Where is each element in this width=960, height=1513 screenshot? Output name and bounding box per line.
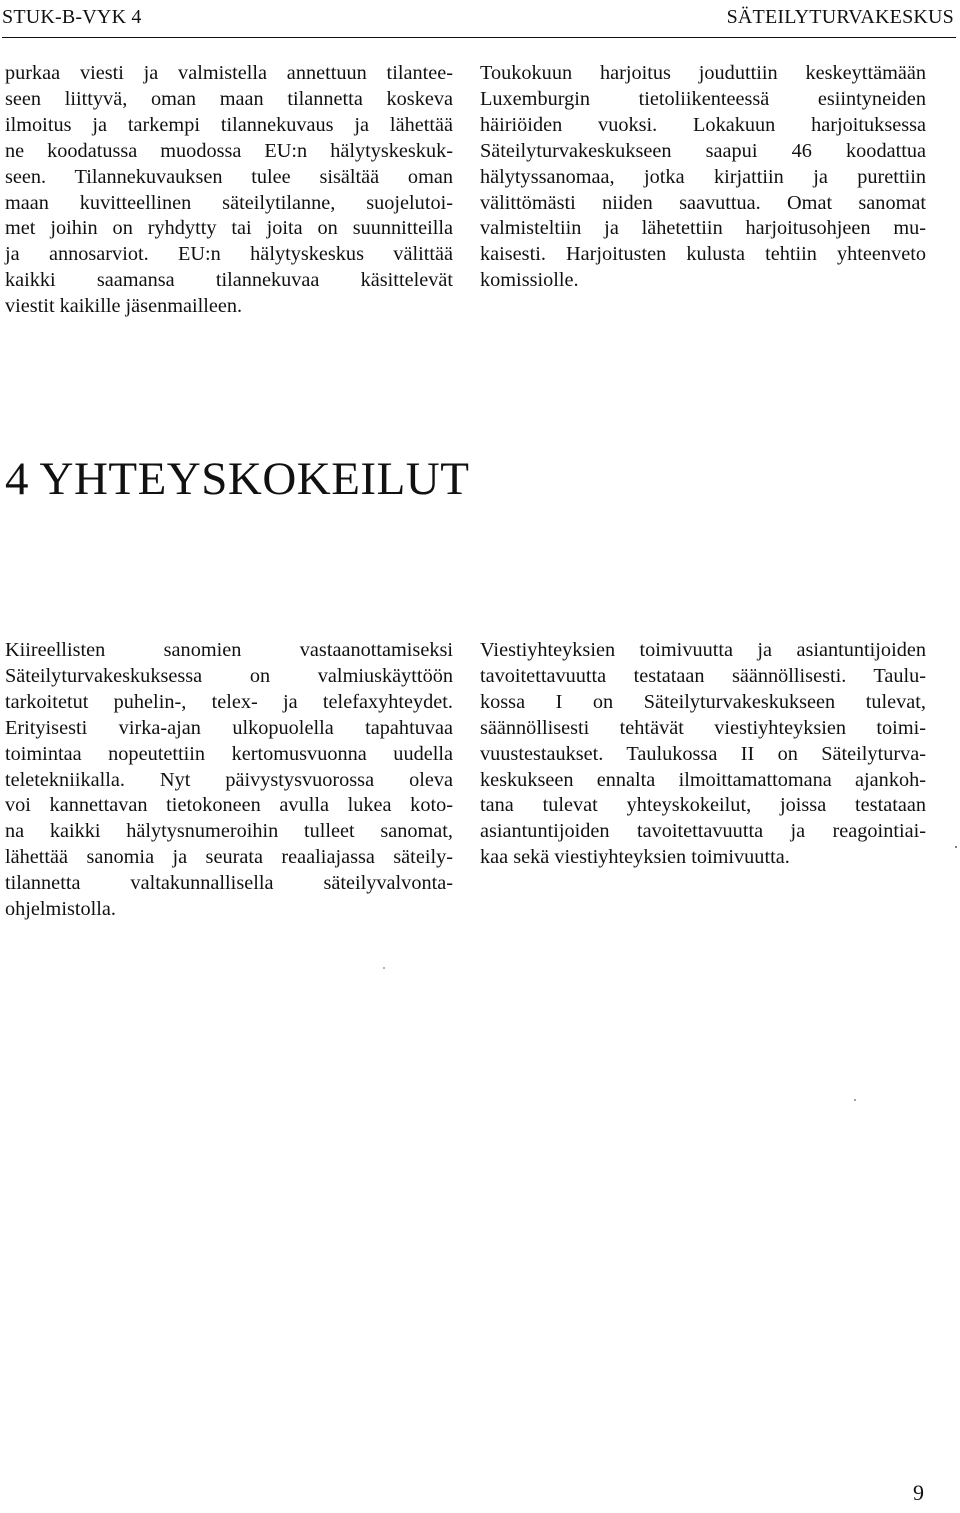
text-line: teletekniikalla. Nyt päivystysvuorossa oleva <box>5 768 453 791</box>
text-line: tana tulevat yhteyskokeilut, joissa testataan <box>480 794 926 817</box>
text-line: met joihin on ryhdytty tai joita on suunnitteilla <box>5 217 453 240</box>
top-left-paragraph <box>5 61 453 320</box>
section-heading: 4 YHTEYSKOKEILUT <box>5 453 470 505</box>
text-line: Säteilyturvakeskukseen saapui 46 koodattua <box>480 139 926 162</box>
scan-speck <box>854 1099 856 1101</box>
text-line: kaa sekä viestiyhteyksien toimivuutta. <box>480 846 790 869</box>
text-line: tilannetta valtakunnallisella säteilyvalvonta- <box>5 872 453 895</box>
text-line: ilmoitus ja tarkempi tilannekuvaus ja lähettää <box>5 113 453 136</box>
text-line: kaikki saamansa tilannekuvaa käsittelevät <box>5 269 453 292</box>
scan-speck <box>955 846 957 848</box>
page-number: 9 <box>913 1480 924 1505</box>
header-series-code: STUK-B-VYK 4 <box>2 6 142 28</box>
text-line: viestit kaikille jäsenmailleen. <box>5 295 243 318</box>
running-header <box>2 4 956 38</box>
text-line: välittömästi niiden saavuttua. Omat sanomat <box>480 191 926 214</box>
text-line: hälytyssanomaa, jotka kirjattiin ja purettiin <box>480 165 926 188</box>
text-line: komissiolle. <box>480 269 579 292</box>
text-line: maan kuvitteellinen säteilytilanne, suojelutoi- <box>5 191 453 214</box>
text-line: seen liittyvä, oman maan tilannetta koskeva <box>5 87 453 110</box>
text-line: voi kannettavan tietokoneen avulla lukea koto- <box>5 794 453 817</box>
text-line: ja annosarviot. EU:n hälytyskeskus välittää <box>5 243 453 266</box>
text-line: ohjelmistolla. <box>5 898 116 921</box>
bottom-right-paragraph <box>480 638 926 871</box>
text-line: valmisteltiin ja lähetettiin harjoitusohjeen mu- <box>480 217 926 240</box>
header-organization: SÄTEILYTURVAKESKUS <box>726 6 954 28</box>
text-line: asiantuntijoiden tavoitettavuutta ja reagointiai- <box>480 820 926 843</box>
text-line: keskukseen ennalta ilmoittamattomana ajankoh- <box>480 768 926 791</box>
text-line: na kaikki hälytysnumeroihin tulleet sanomat, <box>5 820 453 843</box>
text-line: seen. Tilannekuvauksen tulee sisältää oman <box>5 165 453 188</box>
text-line: tavoitettavuutta testataan säännöllisesti. Taulu- <box>480 664 926 687</box>
text-line: Erityisesti virka-ajan ulkopuolella tapahtuvaa <box>5 716 453 739</box>
text-line: kaisesti. Harjoitusten kulusta tehtiin yhteenveto <box>480 243 926 266</box>
text-line: säännöllisesti tehtävät viestiyhteyksien toimi- <box>480 716 926 739</box>
text-line: kossa I on Säteilyturvakeskukseen tulevat, <box>480 690 926 713</box>
text-line: Luxemburgin tietoliikenteessä esiintyneiden <box>480 87 926 110</box>
scan-speck <box>383 967 385 969</box>
text-line: Kiireellisten sanomien vastaanottamiseksi <box>5 639 453 661</box>
header-rule <box>2 37 956 38</box>
text-line: Viestiyhteyksien toimivuutta ja asiantuntijoiden <box>480 639 926 661</box>
text-line: vuustestaukset. Taulukossa II on Säteilyturva- <box>480 742 926 765</box>
text-line: tarkoitetut puhelin-, telex- ja telefaxyhteydet. <box>5 690 453 713</box>
bottom-left-paragraph <box>5 638 453 923</box>
text-line: lähettää sanomia ja seurata reaaliajassa säteily- <box>5 846 453 869</box>
text-line: häiriöiden vuoksi. Lokakuun harjoituksessa <box>480 113 926 136</box>
text-line: Toukokuun harjoitus jouduttiin keskeyttämään <box>480 62 926 84</box>
text-line: purkaa viesti ja valmistella annettuun tilantee- <box>5 62 453 84</box>
text-line: ne koodatussa muodossa EU:n hälytyskeskuk- <box>5 139 453 162</box>
text-line: toimintaa nopeutettiin kertomusvuonna uudella <box>5 742 453 765</box>
text-line: Säteilyturvakeskuksessa on valmiuskäyttöön <box>5 664 453 687</box>
top-right-paragraph <box>480 61 926 294</box>
